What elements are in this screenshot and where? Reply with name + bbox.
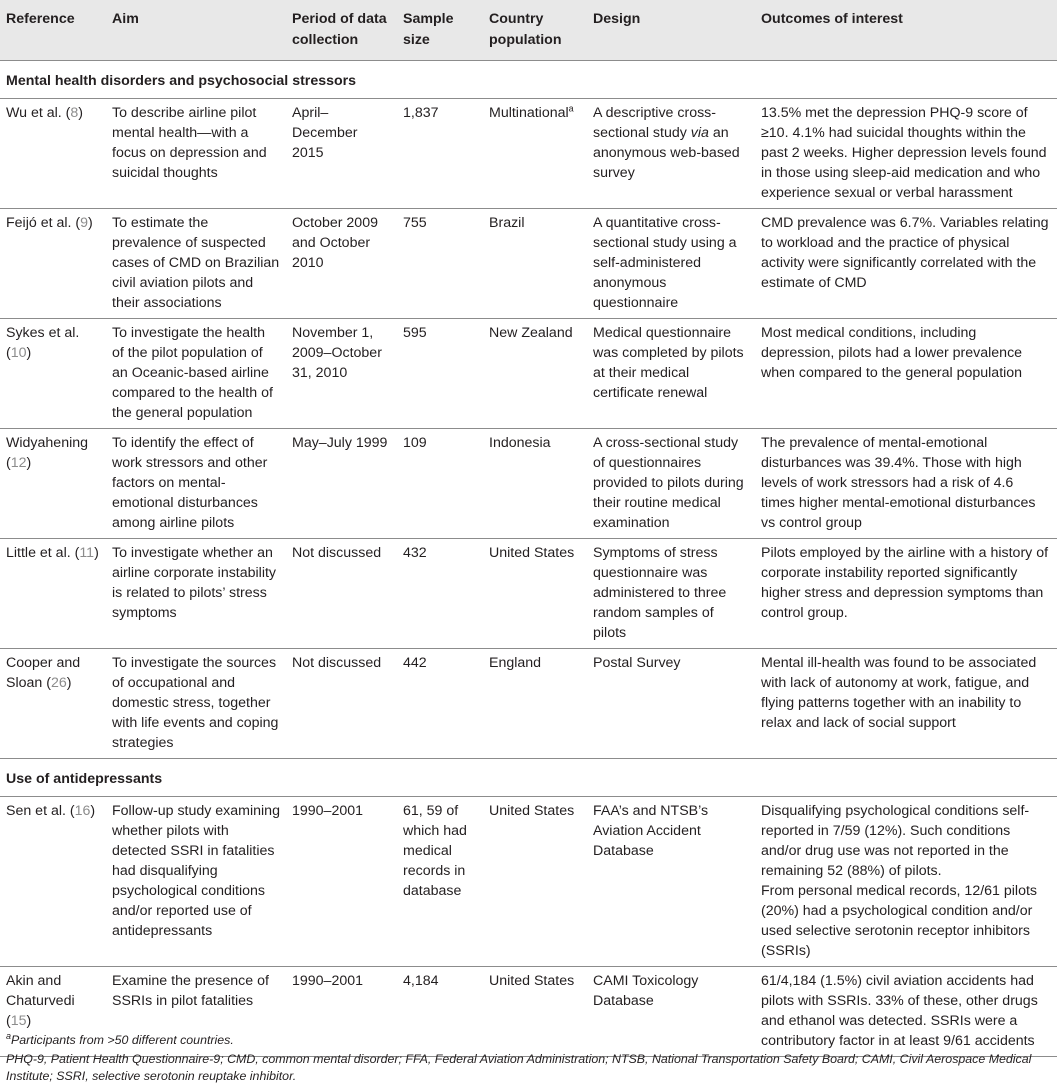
- table-row: [0, 209, 1057, 319]
- reference-cell: Cooper and Sloan (26): [0, 649, 106, 759]
- outcomes-cell: CMD prevalence was 6.7%. Variables relating to workload and the practice of physical activity were significantly correlated with the estimate of CMD: [755, 209, 1057, 319]
- sample-cell: 4,184: [397, 967, 483, 1057]
- table-row: [0, 797, 1057, 967]
- country-cell: New Zealand: [483, 319, 587, 429]
- country-cell: United States: [483, 797, 587, 967]
- sample-cell: 442: [397, 649, 483, 759]
- period-cell: April– December 2015: [286, 99, 397, 209]
- header-aim: Aim: [106, 0, 286, 61]
- sample-cell: 61, 59 of which had medical records in database: [397, 797, 483, 967]
- table-row: [0, 429, 1057, 539]
- aim-cell: Examine the presence of SSRIs in pilot fatalities: [106, 967, 286, 1057]
- sample-cell: 1,837: [397, 99, 483, 209]
- reference-cell: Wu et al. (8): [0, 99, 106, 209]
- reference-cell: Akin and Chaturvedi (15): [0, 967, 106, 1057]
- header-outcomes: Outcomes of interest: [755, 0, 1057, 61]
- section-row: [0, 61, 1057, 99]
- design-cell: Symptoms of stress questionnaire was administered to three random samples of pilots: [587, 539, 755, 649]
- sample-cell: 595: [397, 319, 483, 429]
- design-cell: CAMI Toxicology Database: [587, 967, 755, 1057]
- outcomes-cell: Disqualifying psychological conditions self-reported in 7/59 (12%). Such conditions and/or drug use was not reported in the remaining 52 (88%) of pilots. From personal medical records, 12/61 pilots (20%) had a psychological condition and/or used selective serotonin receptor inhibitors (SSRIs): [755, 797, 1057, 967]
- header-reference: Reference: [0, 0, 106, 61]
- period-cell: Not discussed: [286, 539, 397, 649]
- design-cell: A descriptive cross-sectional study via an anonymous web-based survey: [587, 99, 755, 209]
- reference-cell: Feijó et al. (9): [0, 209, 106, 319]
- aim-cell: To investigate whether an airline corporate instability is related to pilots’ stress symptoms: [106, 539, 286, 649]
- period-cell: November 1, 2009–October 31, 2010: [286, 319, 397, 429]
- header-sample-size: Sample size: [397, 0, 483, 61]
- footnote-marker: a: [6, 1030, 12, 1041]
- reference-cell: Sen et al. (16): [0, 797, 106, 967]
- design-cell: Medical questionnaire was completed by pilots at their medical certificate renewal: [587, 319, 755, 429]
- footnote-marker: a: [568, 103, 574, 114]
- section-title: Mental health disorders and psychosocial stressors: [0, 61, 1057, 99]
- outcomes-cell: 13.5% met the depression PHQ-9 score of ≥10. 4.1% had suicidal thoughts within the past 2 weeks. Higher depression levels found in those using sleep-aid medication and who experience sexual or verbal harassment: [755, 99, 1057, 209]
- table-footnotes: [6, 1032, 1051, 1085]
- footnote-a: $^a$Participants from >50 different countries.: [6, 1030, 234, 1047]
- design-cell: Postal Survey: [587, 649, 755, 759]
- citation-link[interactable]: 11: [79, 545, 95, 561]
- reference-cell: Widyahening (12): [0, 429, 106, 539]
- citation-link[interactable]: 10: [10, 345, 27, 361]
- outcomes-cell: 61/4,184 (1.5%) civil aviation accidents had pilots with SSRIs. 33% of these, other drugs and ethanol was detected. SSRIs were a contributory factor in at least 9/61 accidents: [755, 967, 1057, 1057]
- country-cell: Brazil: [483, 209, 587, 319]
- design-cell: FAA’s and NTSB’s Aviation Accident Database: [587, 797, 755, 967]
- aim-cell: Follow-up study examining whether pilots with detected SSRI in fatalities had disqualifying psychological conditions and/or reported use of antidepressants: [106, 797, 286, 967]
- header-design: Design: [587, 0, 755, 61]
- reference-cell: Little et al. (11): [0, 539, 106, 649]
- citation-link[interactable]: 26: [50, 675, 67, 691]
- period-cell: May–July 1999: [286, 429, 397, 539]
- outcomes-cell: Most medical conditions, including depression, pilots had a lower prevalence when compared to the general population: [755, 319, 1057, 429]
- aim-cell: To investigate the sources of occupational and domestic stress, together with life events and coping strategies: [106, 649, 286, 759]
- country-cell: Multinational$^a$: [483, 99, 587, 209]
- design-cell: A cross-sectional study of questionnaires provided to pilots during their routine medical examination: [587, 429, 755, 539]
- citation-link[interactable]: 15: [10, 1013, 27, 1029]
- country-cell: United States: [483, 967, 587, 1057]
- sample-cell: 755: [397, 209, 483, 319]
- country-cell: United States: [483, 539, 587, 649]
- sample-cell: 432: [397, 539, 483, 649]
- table-row: [0, 99, 1057, 209]
- outcomes-cell: Pilots employed by the airline with a history of corporate instability reported significantly higher stress and depression symptoms than control group.: [755, 539, 1057, 649]
- period-cell: 1990–2001: [286, 797, 397, 967]
- citation-link[interactable]: 12: [10, 455, 27, 471]
- country-cell: Indonesia: [483, 429, 587, 539]
- section-title: Use of antidepressants: [0, 759, 1057, 797]
- period-cell: 1990–2001: [286, 967, 397, 1057]
- header-row: [0, 0, 1057, 61]
- aim-cell: To describe airline pilot mental health—with a focus on depression and suicidal thoughts: [106, 99, 286, 209]
- table-row: [0, 319, 1057, 429]
- sample-cell: 109: [397, 429, 483, 539]
- header-country: Country population: [483, 0, 587, 61]
- aim-cell: To estimate the prevalence of suspected cases of CMD on Brazilian civil aviation pilots and their associations: [106, 209, 286, 319]
- citation-link[interactable]: 16: [74, 803, 91, 819]
- design-cell: A quantitative cross-sectional study using a self-administered anonymous questionnaire: [587, 209, 755, 319]
- abbreviations-note: PHQ-9, Patient Health Questionnaire-9; CMD, common mental disorder; FFA, Federal Aviation Administration; NTSB, National Transportation Safety Board; CAMI, Civil Aerospace Medical Institute; SSRI, selective serotonin reuptake inhibitor.: [6, 1052, 1032, 1083]
- section-row: [0, 759, 1057, 797]
- header-period: Period of data collection: [286, 0, 397, 61]
- aim-cell: To identify the effect of work stressors and other factors on mental-emotional disturbances among airline pilots: [106, 429, 286, 539]
- period-cell: Not discussed: [286, 649, 397, 759]
- reference-cell: Sykes et al. (10): [0, 319, 106, 429]
- country-cell: England: [483, 649, 587, 759]
- citation-link[interactable]: 8: [70, 105, 79, 121]
- period-cell: October 2009 and October 2010: [286, 209, 397, 319]
- outcomes-cell: Mental ill-health was found to be associated with lack of autonomy at work, fatigue, and flying patterns together with an inability to relax and lack of social support: [755, 649, 1057, 759]
- citation-link[interactable]: 9: [80, 215, 89, 231]
- aim-cell: To investigate the health of the pilot population of an Oceanic-based airline compared to the health of the general population: [106, 319, 286, 429]
- table-row: [0, 649, 1057, 759]
- table-row: [0, 539, 1057, 649]
- outcomes-cell: The prevalence of mental-emotional disturbances was 39.4%. Those with high levels of work stressors had a risk of 4.6 times higher mental-emotional disturbances vs control group: [755, 429, 1057, 539]
